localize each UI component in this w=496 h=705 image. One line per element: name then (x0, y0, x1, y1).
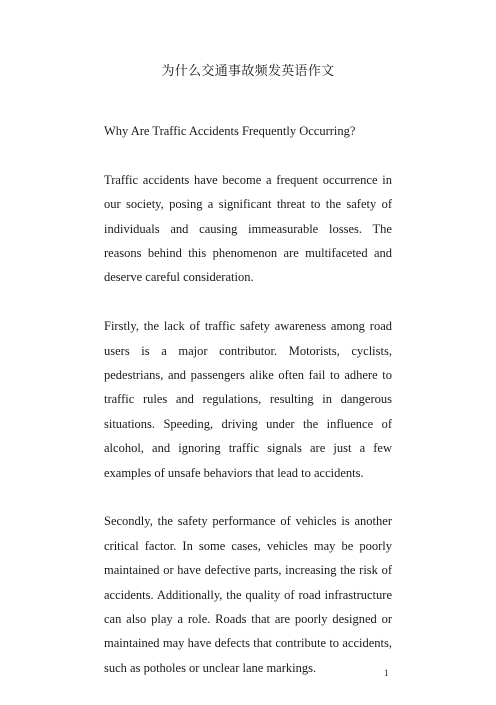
paragraph-secondly: Secondly, the safety performance of vehicles is another critical factor. In some cases, vehicles may be poorly maintained or have defective parts, increasing the risk of accidents. Additionally, the quality of road infrastructure can also play a role. Roads that are poorly designed or maintained may have defects that contribute to accidents, such as potholes or unclear lane markings. (104, 514, 392, 675)
essay-subtitle: Why Are Traffic Accidents Frequently Occurring? (104, 124, 356, 138)
page-number: 1 (384, 668, 389, 678)
paragraph-intro: Traffic accidents have become a frequent occurrence in our society, posing a significant threat to the safety of individuals and causing immeasurable losses. The reasons behind this phenomenon are multifaceted and deserve careful consideration. (104, 172, 392, 285)
document-body (104, 119, 392, 705)
document-title: 为什么交通事故频发英语作文 (161, 64, 335, 79)
paragraph-firstly: Firstly, the lack of traffic safety awareness among road users is a major contributor. Motorists, cyclists, pedestrians, and passengers alike often fail to adhere to traffic rules and regulations, resulting in dangerous situations. Speeding, driving under the influence of alcohol, and ignoring traffic signals are just a few examples of unsafe behaviors that lead to accidents. (104, 319, 392, 480)
